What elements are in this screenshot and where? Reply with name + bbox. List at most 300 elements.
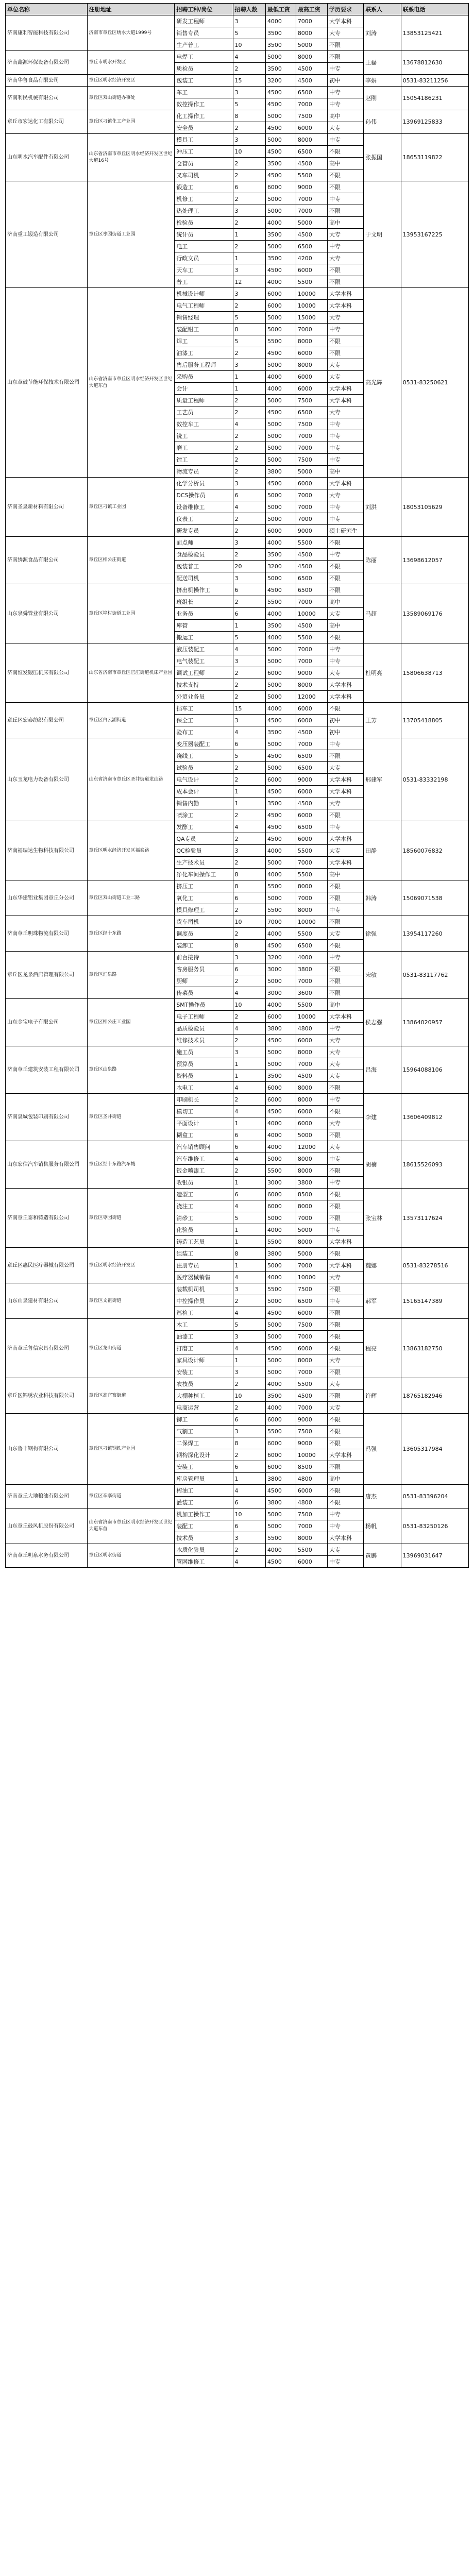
job-title: 物流专员 — [175, 466, 233, 478]
min-salary: 5000 — [265, 1153, 296, 1165]
job-count: 2 — [233, 442, 265, 454]
min-salary: 5500 — [265, 335, 296, 347]
company-address: 章丘区高官寨街道 — [87, 1378, 175, 1414]
max-salary: 4800 — [296, 1473, 327, 1485]
contact-person: 程亮 — [364, 1319, 401, 1378]
max-salary: 4500 — [296, 75, 327, 87]
max-salary: 7000 — [296, 15, 327, 27]
min-salary: 5500 — [265, 1283, 296, 1295]
max-salary: 7000 — [296, 442, 327, 454]
min-salary: 3500 — [265, 1070, 296, 1082]
company-name: 山东泉舜管业有限公司 — [6, 584, 88, 643]
job-count: 2 — [233, 679, 265, 691]
job-title: 技术员 — [175, 1532, 233, 1544]
max-salary: 12000 — [296, 1141, 327, 1153]
contact-phone: 13853125421 — [401, 15, 468, 51]
company-name: 济南重工锻造有限公司 — [6, 181, 88, 288]
min-salary: 4000 — [265, 1224, 296, 1236]
education: 大学本科 — [327, 1236, 363, 1248]
education: 不限 — [327, 632, 363, 643]
job-count: 3 — [233, 1366, 265, 1378]
job-count: 2 — [233, 1449, 265, 1461]
job-title: 榨油工 — [175, 1485, 233, 1497]
job-count: 5 — [233, 27, 265, 39]
job-count: 1 — [233, 371, 265, 383]
education: 不限 — [327, 561, 363, 572]
min-salary: 6000 — [265, 1449, 296, 1461]
job-count: 4 — [233, 643, 265, 655]
max-salary: 7000 — [296, 1058, 327, 1070]
job-count: 3 — [233, 655, 265, 667]
contact-person: 赵刚 — [364, 87, 401, 110]
job-count: 8 — [233, 1437, 265, 1449]
job-title: 销售经理 — [175, 312, 233, 324]
contact-phone: 0531-83278516 — [401, 1248, 468, 1283]
job-count: 6 — [233, 1189, 265, 1200]
job-count: 6 — [233, 1461, 265, 1473]
min-salary: 6000 — [265, 300, 296, 312]
max-salary: 8000 — [296, 51, 327, 63]
education: 大学本科 — [327, 679, 363, 691]
max-salary: 4800 — [296, 1497, 327, 1509]
company-name: 济南康利智能科技有限公司 — [6, 15, 88, 51]
min-salary: 5000 — [265, 312, 296, 324]
job-title: 销售专员 — [175, 27, 233, 39]
education: 大专 — [327, 762, 363, 774]
contact-phone: 15054186231 — [401, 87, 468, 110]
job-count: 6 — [233, 1141, 265, 1153]
max-salary: 7000 — [296, 489, 327, 501]
job-count: 10 — [233, 1390, 265, 1402]
education: 初中 — [327, 75, 363, 87]
education: 中专 — [327, 821, 363, 833]
job-count: 2 — [233, 596, 265, 608]
job-count: 2 — [233, 691, 265, 703]
company-address: 章丘区辛寨街道 — [87, 1485, 175, 1509]
company-address: 章丘区明水经济开发区福泰路 — [87, 821, 175, 880]
contact-phone: 18615526093 — [401, 1141, 468, 1189]
table-row — [6, 643, 469, 655]
job-title: 电气工程师 — [175, 300, 233, 312]
job-title: 净化车间操作工 — [175, 869, 233, 880]
education: 中专 — [327, 454, 363, 466]
company-address: 山东省济南市章丘区圣井街道龙山路 — [87, 738, 175, 821]
job-title: 清砂工 — [175, 1212, 233, 1224]
max-salary: 7000 — [296, 892, 327, 904]
job-title: 电焊工 — [175, 51, 233, 63]
job-title: 中控操作员 — [175, 1295, 233, 1307]
table-row — [6, 584, 469, 596]
company-address: 章丘区刁镇化工产业园 — [87, 110, 175, 134]
education: 大学本科 — [327, 15, 363, 27]
min-salary: 5000 — [265, 857, 296, 869]
education: 中专 — [327, 643, 363, 655]
min-salary: 5000 — [265, 134, 296, 146]
job-count: 6 — [233, 489, 265, 501]
contact-person: 王磊 — [364, 51, 401, 75]
max-salary: 9000 — [296, 774, 327, 786]
company-address: 山东省济南市章丘区明水经济开发区世纪大道东首 — [87, 1509, 175, 1544]
education: 大专 — [327, 489, 363, 501]
education: 中专 — [327, 655, 363, 667]
max-salary: 8000 — [296, 1082, 327, 1094]
job-title: 资料员 — [175, 1070, 233, 1082]
min-salary: 5500 — [265, 904, 296, 916]
education: 中专 — [327, 1224, 363, 1236]
min-salary: 4000 — [265, 1141, 296, 1153]
contact-person: 李建 — [364, 1094, 401, 1141]
max-salary: 7500 — [296, 1283, 327, 1295]
max-salary: 8000 — [296, 679, 327, 691]
table-row — [6, 288, 469, 300]
max-salary: 7000 — [296, 98, 327, 110]
max-salary: 7500 — [296, 1426, 327, 1437]
min-salary: 6000 — [265, 1011, 296, 1023]
education: 大学本科 — [327, 1260, 363, 1272]
job-title: 机修工 — [175, 193, 233, 205]
min-salary: 5000 — [265, 1058, 296, 1070]
job-count: 1 — [233, 798, 265, 809]
job-title: 包装工 — [175, 75, 233, 87]
job-title: 技术支持 — [175, 679, 233, 691]
max-salary: 8000 — [296, 1236, 327, 1248]
contact-phone: 18765182946 — [401, 1378, 468, 1414]
job-count: 1 — [233, 1070, 265, 1082]
min-salary: 3200 — [265, 952, 296, 963]
min-salary: 4500 — [265, 347, 296, 359]
job-title: 磨工 — [175, 442, 233, 454]
max-salary: 6000 — [296, 809, 327, 821]
max-salary: 5500 — [296, 276, 327, 288]
header-contact: 联系人 — [364, 4, 401, 15]
job-count: 4 — [233, 51, 265, 63]
job-count: 3 — [233, 1532, 265, 1544]
job-count: 2 — [233, 809, 265, 821]
job-title: 厨师 — [175, 975, 233, 987]
education: 大专 — [327, 122, 363, 134]
company-name: 山东金宝电子有限公司 — [6, 999, 88, 1046]
job-count: 3 — [233, 134, 265, 146]
education: 不限 — [327, 1189, 363, 1200]
job-title: 数控操作工 — [175, 98, 233, 110]
contact-phone: 15165147389 — [401, 1283, 468, 1319]
min-salary: 5000 — [265, 430, 296, 442]
min-salary: 4500 — [265, 122, 296, 134]
min-salary: 4500 — [265, 1106, 296, 1117]
job-count: 3 — [233, 359, 265, 371]
contact-phone: 13863182750 — [401, 1319, 468, 1378]
contact-person: 刘洪 — [364, 478, 401, 537]
job-title: 售后服务工程师 — [175, 359, 233, 371]
max-salary: 10000 — [296, 1011, 327, 1023]
min-salary: 5000 — [265, 1319, 296, 1331]
job-count: 2 — [233, 1035, 265, 1046]
min-salary: 5000 — [265, 1520, 296, 1532]
max-salary: 6500 — [296, 750, 327, 762]
min-salary: 5000 — [265, 513, 296, 525]
education: 大专 — [327, 1141, 363, 1153]
max-salary: 10000 — [296, 1449, 327, 1461]
max-salary: 6000 — [296, 786, 327, 798]
job-title: 灌装工 — [175, 1497, 233, 1509]
max-salary: 3800 — [296, 963, 327, 975]
job-count: 3 — [233, 205, 265, 217]
job-count: 6 — [233, 738, 265, 750]
job-count: 2 — [233, 1011, 265, 1023]
job-count: 2 — [233, 193, 265, 205]
max-salary: 8000 — [296, 1532, 327, 1544]
job-title: 工艺员 — [175, 406, 233, 418]
job-title: 大棚种植工 — [175, 1390, 233, 1402]
company-name: 济南恒发锻压机床有限公司 — [6, 643, 88, 703]
max-salary: 6000 — [296, 1485, 327, 1497]
job-title: 传菜员 — [175, 987, 233, 999]
min-salary: 4000 — [265, 1117, 296, 1129]
min-salary: 7000 — [265, 916, 296, 928]
education: 中专 — [327, 1177, 363, 1189]
min-salary: 4500 — [265, 87, 296, 98]
min-salary: 4500 — [265, 1343, 296, 1354]
job-count: 8 — [233, 110, 265, 122]
max-salary: 6000 — [296, 1117, 327, 1129]
max-salary: 5500 — [296, 632, 327, 643]
max-salary: 6000 — [296, 1035, 327, 1046]
education: 大专 — [327, 1117, 363, 1129]
job-title: 销售内勤 — [175, 798, 233, 809]
company-name: 济南章丘明珠物流有限公司 — [6, 916, 88, 952]
header-count: 招聘人数 — [233, 4, 265, 15]
education: 不限 — [327, 1461, 363, 1473]
job-count: 4 — [233, 1023, 265, 1035]
education: 大专 — [327, 1046, 363, 1058]
job-title: 研发工程师 — [175, 15, 233, 27]
max-salary: 4500 — [296, 158, 327, 170]
min-salary: 5000 — [265, 1212, 296, 1224]
job-count: 6 — [233, 584, 265, 596]
min-salary: 6000 — [265, 1437, 296, 1449]
max-salary: 10000 — [296, 1272, 327, 1283]
education: 高中 — [327, 217, 363, 229]
contact-phone: 0531-83211256 — [401, 75, 468, 87]
max-salary: 6000 — [296, 1343, 327, 1354]
min-salary: 4500 — [265, 406, 296, 418]
contact-person: 陈丽 — [364, 537, 401, 584]
job-count: 1 — [233, 620, 265, 632]
education: 大专 — [327, 229, 363, 241]
min-salary: 6000 — [265, 1189, 296, 1200]
job-count: 10 — [233, 39, 265, 51]
table-row — [6, 1141, 469, 1153]
min-salary: 4000 — [265, 608, 296, 620]
job-title: 维修技术员 — [175, 1035, 233, 1046]
job-title: 试验员 — [175, 762, 233, 774]
job-count: 3 — [233, 1283, 265, 1295]
max-salary: 8000 — [296, 880, 327, 892]
table-row — [6, 1248, 469, 1260]
min-salary: 3000 — [265, 1177, 296, 1189]
job-title: 车工 — [175, 87, 233, 98]
company-address: 章丘区明水经济开发区 — [87, 75, 175, 87]
education: 不限 — [327, 170, 363, 181]
company-address: 济南市章丘区绣水大道1999号 — [87, 15, 175, 51]
education: 大学本科 — [327, 1532, 363, 1544]
job-title: 模具工 — [175, 134, 233, 146]
job-title: 保全工 — [175, 715, 233, 726]
contact-person: 徐强 — [364, 916, 401, 952]
max-salary: 5500 — [296, 170, 327, 181]
job-title: 机械设计师 — [175, 288, 233, 300]
company-address: 章丘区埠村街道工业园 — [87, 584, 175, 643]
education: 不限 — [327, 987, 363, 999]
contact-phone: 13969125833 — [401, 110, 468, 134]
min-salary: 5000 — [265, 51, 296, 63]
max-salary: 4500 — [296, 561, 327, 572]
contact-phone: 18653119822 — [401, 134, 468, 181]
page — [5, 0, 469, 1578]
table-row — [6, 738, 469, 750]
job-title: 施工员 — [175, 1046, 233, 1058]
education: 不限 — [327, 584, 363, 596]
max-salary: 8000 — [296, 335, 327, 347]
education: 大专 — [327, 608, 363, 620]
job-title: 叉车司机 — [175, 170, 233, 181]
job-title: 电气装配工 — [175, 655, 233, 667]
job-title: 检验员 — [175, 217, 233, 229]
education: 大学本科 — [327, 1011, 363, 1023]
job-title: 热处理工 — [175, 205, 233, 217]
job-count: 1 — [233, 383, 265, 395]
min-salary: 3500 — [265, 63, 296, 75]
education: 不限 — [327, 1319, 363, 1331]
education: 不限 — [327, 1437, 363, 1449]
job-title: 设备维修工 — [175, 501, 233, 513]
max-salary: 6000 — [296, 833, 327, 845]
min-salary: 4000 — [265, 928, 296, 940]
table-row — [6, 1485, 469, 1497]
max-salary: 5000 — [296, 39, 327, 51]
job-count: 1 — [233, 1354, 265, 1366]
max-salary: 9000 — [296, 1437, 327, 1449]
job-count: 2 — [233, 1094, 265, 1106]
company-name: 山东玉龙电力设备有限公司 — [6, 738, 88, 821]
company-address: 章丘区白云湖街道 — [87, 703, 175, 738]
job-count: 1 — [233, 1177, 265, 1189]
min-salary: 4000 — [265, 217, 296, 229]
education: 不限 — [327, 975, 363, 987]
education: 中专 — [327, 324, 363, 335]
job-count: 2 — [233, 975, 265, 987]
education: 中专 — [327, 501, 363, 513]
job-title: DCS操作员 — [175, 489, 233, 501]
contact-person: 魏娜 — [364, 1248, 401, 1283]
max-salary: 6000 — [296, 264, 327, 276]
min-salary: 3500 — [265, 252, 296, 264]
job-count: 5 — [233, 312, 265, 324]
education: 大学本科 — [327, 833, 363, 845]
min-salary: 4500 — [265, 821, 296, 833]
company-address: 章丘区枣园街道 — [87, 1189, 175, 1248]
company-name: 山东明水汽车配件有限公司 — [6, 134, 88, 181]
min-salary: 4000 — [265, 999, 296, 1011]
job-title: 调度员 — [175, 928, 233, 940]
education: 不限 — [327, 1485, 363, 1497]
min-salary: 4000 — [265, 632, 296, 643]
job-count: 3 — [233, 537, 265, 549]
min-salary: 3800 — [265, 1473, 296, 1485]
job-title: 生产技术员 — [175, 857, 233, 869]
min-salary: 4500 — [265, 750, 296, 762]
job-title: 挤出机操作工 — [175, 584, 233, 596]
contact-phone: 0531-83332198 — [401, 738, 468, 821]
job-title: 业务员 — [175, 608, 233, 620]
max-salary: 5000 — [296, 1129, 327, 1141]
contact-phone: 13864020957 — [401, 999, 468, 1046]
job-title: 家具设计师 — [175, 1354, 233, 1366]
company-name: 山东山泉建材有限公司 — [6, 1283, 88, 1319]
contact-person: 胡楠 — [364, 1141, 401, 1189]
min-salary: 3000 — [265, 987, 296, 999]
job-title: 库管 — [175, 620, 233, 632]
max-salary: 6000 — [296, 347, 327, 359]
job-title: 装配钳工 — [175, 324, 233, 335]
table-body — [6, 15, 469, 1568]
education: 高中 — [327, 869, 363, 880]
job-title: 气割工 — [175, 1426, 233, 1437]
job-count: 10 — [233, 146, 265, 158]
company-address: 章丘区经十东路 — [87, 916, 175, 952]
max-salary: 8000 — [296, 1200, 327, 1212]
max-salary: 4500 — [296, 798, 327, 809]
education: 不限 — [327, 1129, 363, 1141]
job-title: 锻造工 — [175, 181, 233, 193]
education: 中专 — [327, 1094, 363, 1106]
job-title: 汽车维修工 — [175, 1153, 233, 1165]
min-salary: 4500 — [265, 940, 296, 952]
job-count: 2 — [233, 762, 265, 774]
company-name: 济南绣源食品有限公司 — [6, 537, 88, 584]
contact-person: 张振国 — [364, 134, 401, 181]
min-salary: 4500 — [265, 170, 296, 181]
company-address: 章丘区经十东路汽车城 — [87, 1141, 175, 1189]
job-title: 配送司机 — [175, 572, 233, 584]
job-count: 2 — [233, 774, 265, 786]
min-salary: 5000 — [265, 395, 296, 406]
job-title: 安全员 — [175, 122, 233, 134]
min-salary: 3800 — [265, 1497, 296, 1509]
max-salary: 6000 — [296, 1106, 327, 1117]
education: 不限 — [327, 146, 363, 158]
education: 大学本科 — [327, 691, 363, 703]
education: 不限 — [327, 347, 363, 359]
education: 中专 — [327, 241, 363, 252]
education: 大专 — [327, 359, 363, 371]
education: 高中 — [327, 466, 363, 478]
table-row — [6, 51, 469, 63]
max-salary: 5500 — [296, 999, 327, 1011]
min-salary: 4500 — [265, 478, 296, 489]
company-name: 济南华鲁食品有限公司 — [6, 75, 88, 87]
company-name: 济南利民机械有限公司 — [6, 87, 88, 110]
job-count: 2 — [233, 347, 265, 359]
job-title: 会计 — [175, 383, 233, 395]
job-count: 10 — [233, 916, 265, 928]
max-salary: 7000 — [296, 857, 327, 869]
max-salary: 5000 — [296, 1224, 327, 1236]
header-address: 注册地址 — [87, 4, 175, 15]
job-count: 2 — [233, 667, 265, 679]
table-row — [6, 1414, 469, 1426]
education: 不限 — [327, 703, 363, 715]
